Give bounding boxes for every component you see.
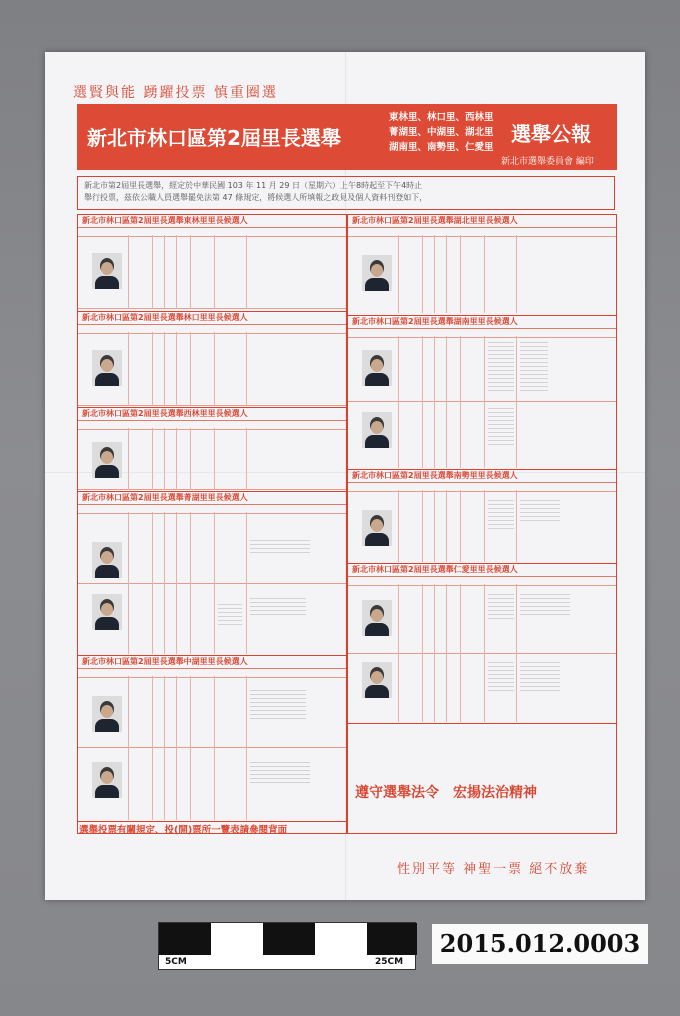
candidate-section-right-1	[348, 215, 616, 315]
bottom-slogan: 性別平等 神聖一票 絕不放棄	[397, 862, 590, 877]
village-line: 菁湖里、中湖里、湖北里	[389, 127, 494, 138]
candidate-photo	[362, 662, 392, 698]
candidate-photo	[92, 594, 122, 630]
election-bulletin-poster	[45, 52, 645, 900]
scale-label-left: 5CM	[165, 957, 187, 967]
candidate-section-left-1	[78, 215, 346, 311]
right-message-box	[348, 723, 616, 836]
top-slogan: 選賢與能 踴躍投票 慎重圈選	[73, 85, 278, 101]
scale-label-right: 25CM	[375, 957, 404, 967]
candidate-section-right-4	[348, 563, 616, 723]
candidate-photo	[362, 350, 392, 386]
voting-rules-note: 選舉投票有關規定、投(開)票所一覽表請參閱背面	[79, 825, 288, 836]
candidate-row	[78, 332, 346, 406]
section-heading: 新北市林口區第2屆里長選舉東林里里長候選人	[78, 215, 346, 228]
candidate-section-right-3	[348, 469, 616, 563]
candidate-row	[348, 235, 616, 313]
candidate-section-left-5	[78, 655, 346, 821]
section-heading: 新北市林口區第2屆里長選舉西林里里長候選人	[78, 408, 346, 421]
candidate-section-left-3	[78, 407, 346, 491]
candidate-photo	[92, 762, 122, 798]
intro-text	[77, 176, 615, 210]
candidate-photo	[92, 542, 122, 578]
candidate-photo	[92, 696, 122, 732]
section-heading: 新北市林口區第2屆里長選舉湖南里里長候選人	[348, 316, 616, 329]
section-heading: 新北市林口區第2屆里長選舉菁湖里里長候選人	[78, 492, 346, 505]
intro-line: 舉行投票，茲依公職人員選舉罷免法第 47 條規定，將候選人所填報之政見及個人資料刊登如下，	[84, 193, 428, 202]
candidate-row	[78, 676, 346, 748]
candidate-photo	[92, 442, 122, 478]
candidate-row	[348, 402, 616, 468]
section-heading: 新北市林口區第2屆里長選舉林口里里長候選人	[78, 312, 346, 325]
village-line: 湖南里、南勢里、仁愛里	[389, 142, 494, 153]
section-heading: 新北市林口區第2屆里長選舉中湖里里長候選人	[78, 656, 346, 669]
candidate-photo	[362, 255, 392, 291]
candidate-row	[348, 654, 616, 722]
candidate-row	[348, 584, 616, 654]
section-heading: 新北市林口區第2屆里長選舉仁愛里里長候選人	[348, 564, 616, 577]
candidate-grid	[77, 214, 617, 834]
scale-bar	[158, 922, 416, 970]
candidate-row	[78, 428, 346, 490]
candidate-photo	[362, 510, 392, 546]
intro-line: 新北市第2屆里長選舉，經定於中華民國 103 年 11 月 29 日（星期六）上午8時起至下午4時止	[84, 181, 423, 190]
candidate-row	[78, 748, 346, 820]
candidate-section-left-4	[78, 491, 346, 655]
candidate-row	[78, 235, 346, 309]
candidate-section-left-2	[78, 311, 346, 407]
candidate-photo	[362, 412, 392, 448]
title-banner	[77, 104, 617, 170]
candidate-row	[348, 490, 616, 562]
candidate-photo	[362, 600, 392, 636]
candidate-section-right-2	[348, 315, 616, 469]
candidate-photo	[92, 253, 122, 289]
issuer-label: 新北市選舉委員會 編印	[501, 157, 594, 167]
candidate-row	[348, 336, 616, 402]
section-heading: 新北市林口區第2屆里長選舉南勢里里長候選人	[348, 470, 616, 483]
section-heading: 新北市林口區第2屆里長選舉湖北里里長候選人	[348, 215, 616, 228]
bulletin-subtitle: 選舉公報	[511, 122, 591, 146]
accession-number: 2015.012.0003	[432, 924, 648, 964]
candidate-photo	[92, 350, 122, 386]
candidate-row	[78, 584, 346, 654]
candidate-row	[78, 512, 346, 584]
law-message: 遵守選舉法令 宏揚法治精神	[355, 785, 537, 801]
bulletin-title: 新北市林口區第2屆里長選舉	[87, 126, 341, 150]
village-line: 東林里、林口里、西林里	[389, 112, 494, 123]
village-list	[389, 110, 499, 155]
